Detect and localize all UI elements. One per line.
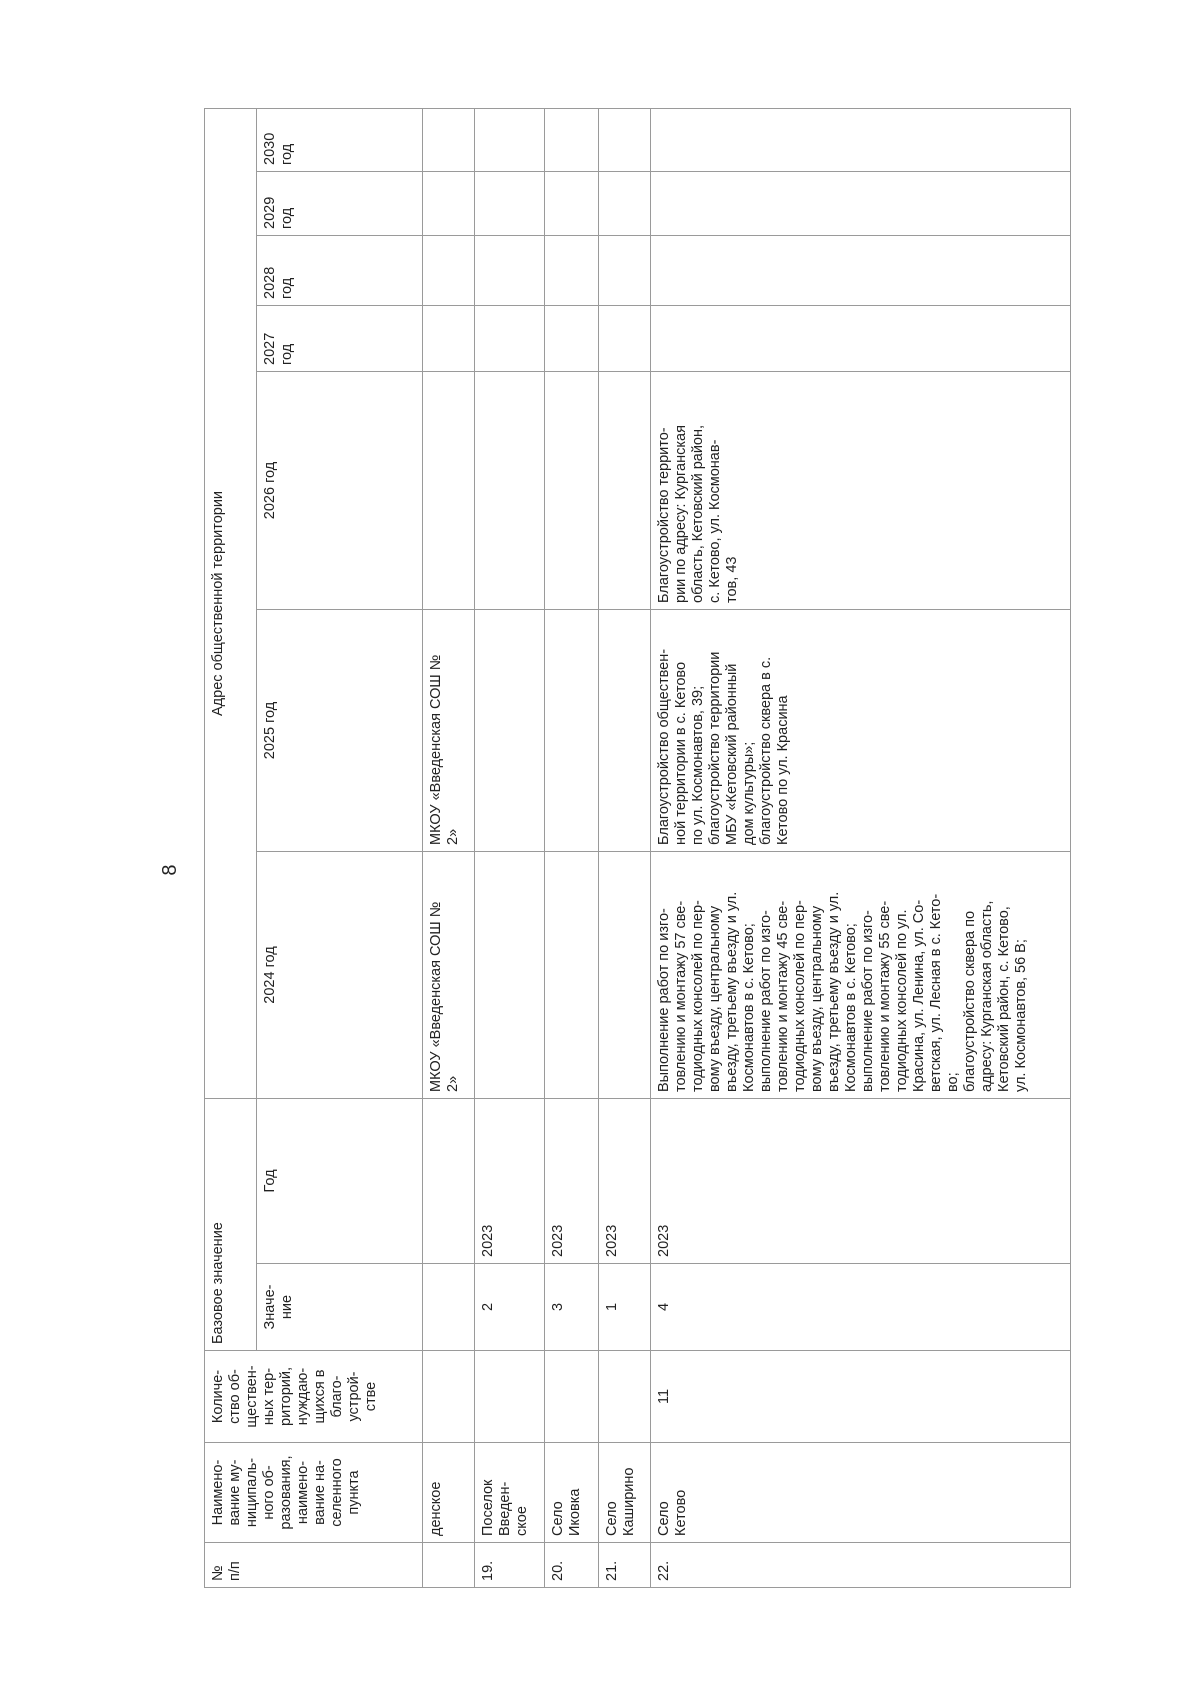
cell-2029: [651, 171, 1071, 235]
cell-num: [423, 1543, 475, 1588]
cell-2029: [475, 171, 545, 235]
page-number: 8: [159, 864, 181, 876]
cell-num: 22.: [651, 1543, 1071, 1588]
cell-2029: [423, 171, 475, 235]
cell-2028: [545, 235, 599, 305]
header-base-value: Базовое значение: [205, 1098, 257, 1350]
cell-2025: МКОУ «Введенская СОШ № 2»: [423, 609, 475, 851]
cell-2030: [651, 108, 1071, 171]
cell-2029: [545, 171, 599, 235]
cell-name: Село Иковка: [545, 1443, 599, 1543]
cell-2030: [423, 108, 475, 171]
cell-name: Село Каширино: [599, 1443, 651, 1543]
cell-2027: [651, 305, 1071, 371]
cell-value: 1: [599, 1264, 651, 1351]
table-row: [599, 108, 651, 1587]
rotated-table-sheet: [204, 118, 1124, 1588]
cell-value: 4: [651, 1264, 1071, 1351]
cell-value: 2: [475, 1264, 545, 1351]
cell-value: [423, 1264, 475, 1351]
cell-year: 2023: [475, 1098, 545, 1263]
cell-2027: [475, 305, 545, 371]
header-year-2028: 2028 год: [257, 235, 423, 305]
header-num: № п/п: [205, 1543, 423, 1588]
cell-2025: Благоустройство обществен- ной территории в с. Кетово по ул. Космонавтов, 39; благоустройство территории МБУ «Кетовский районный дом культуры»; благоустройство сквера в с. Кетово по ул. Красина: [651, 609, 1071, 851]
cell-num: 20.: [545, 1543, 599, 1588]
cell-2026: [475, 371, 545, 609]
cell-count: [423, 1351, 475, 1443]
header-year-2027: 2027 год: [257, 305, 423, 371]
cell-2026: [599, 371, 651, 609]
cell-2024: [475, 851, 545, 1098]
cell-2025: [475, 609, 545, 851]
table-row: [545, 108, 599, 1587]
cell-year: 2023: [651, 1098, 1071, 1263]
cell-count: 11: [651, 1351, 1071, 1443]
header-address: Адрес общественной территории: [205, 108, 257, 1098]
cell-2027: [423, 305, 475, 371]
header-territory-count: Количе- ство об- ществен- ных тер- риторий, нуждаю- щихся в благо- устрой- стве: [205, 1351, 423, 1443]
cell-2024: МКОУ «Введенская СОШ № 2»: [423, 851, 475, 1098]
cell-2028: [475, 235, 545, 305]
cell-count: [545, 1351, 599, 1443]
cell-year: 2023: [599, 1098, 651, 1263]
cell-2024: Выполнение работ по изго- товлению и монтажу 57 све- тодиодных консолей по пер- вому въезду, центральному въезду, третьему въезду и ул. Космонавтов в с. Кетово; выполнение работ по изго- товлению и монтажу 45 све- тодиодных консолей по пер- вому въезду, центральному въезду, третьему въезду и ул. Космонавтов в с. Кетово; выполнение работ по изго- товлению и монтажу 55 све- тодиодных консолей по ул. Красина, ул. Ленина, ул. Со- ветская, ул. Лесная в с. Кето- во; благоустройство сквера по адресу: Курганская область, Кетовский район, с. Кетово, ул. Космонавтов, 56 В;: [651, 851, 1071, 1098]
header-year-2024: 2024 год: [257, 851, 423, 1098]
cell-2027: [545, 305, 599, 371]
cell-count: [599, 1351, 651, 1443]
cell-2028: [599, 235, 651, 305]
cell-2024: [545, 851, 599, 1098]
cell-num: 19.: [475, 1543, 545, 1588]
cell-2025: [599, 609, 651, 851]
cell-num: 21.: [599, 1543, 651, 1588]
table-row: [423, 108, 475, 1587]
header-year-2025: 2025 год: [257, 609, 423, 851]
cell-2024: [599, 851, 651, 1098]
cell-2027: [599, 305, 651, 371]
header-base-value-year: Год: [257, 1098, 423, 1263]
header-year-2026: 2026 год: [257, 371, 423, 609]
cell-2028: [651, 235, 1071, 305]
cell-year: [423, 1098, 475, 1263]
public-territories-table: [204, 108, 1071, 1588]
cell-year: 2023: [545, 1098, 599, 1263]
header-year-2029: 2029 год: [257, 171, 423, 235]
cell-value: 3: [545, 1264, 599, 1351]
cell-2030: [475, 108, 545, 171]
cell-2030: [545, 108, 599, 171]
cell-2026: [545, 371, 599, 609]
cell-2029: [599, 171, 651, 235]
cell-2030: [599, 108, 651, 171]
cell-2025: [545, 609, 599, 851]
cell-name: Село Кетово: [651, 1443, 1071, 1543]
cell-name: Поселок Введен- ское: [475, 1443, 545, 1543]
cell-2026: Благоустройство террито- рии по адресу: Курганская область, Кетовский район, с. Кетово, ул. Космонав- тов, 43: [651, 371, 1071, 609]
table-row: [651, 108, 1071, 1587]
cell-count: [475, 1351, 545, 1443]
table-row: [475, 108, 545, 1587]
header-base-value-value: Значе- ние: [257, 1264, 423, 1351]
cell-name: денское: [423, 1443, 475, 1543]
cell-2026: [423, 371, 475, 609]
cell-2028: [423, 235, 475, 305]
header-year-2030: 2030 год: [257, 108, 423, 171]
header-municipality-name: Наимено- вание му- ниципаль- ного об- разования, наимено- вание на- селенного пункта: [205, 1443, 423, 1543]
